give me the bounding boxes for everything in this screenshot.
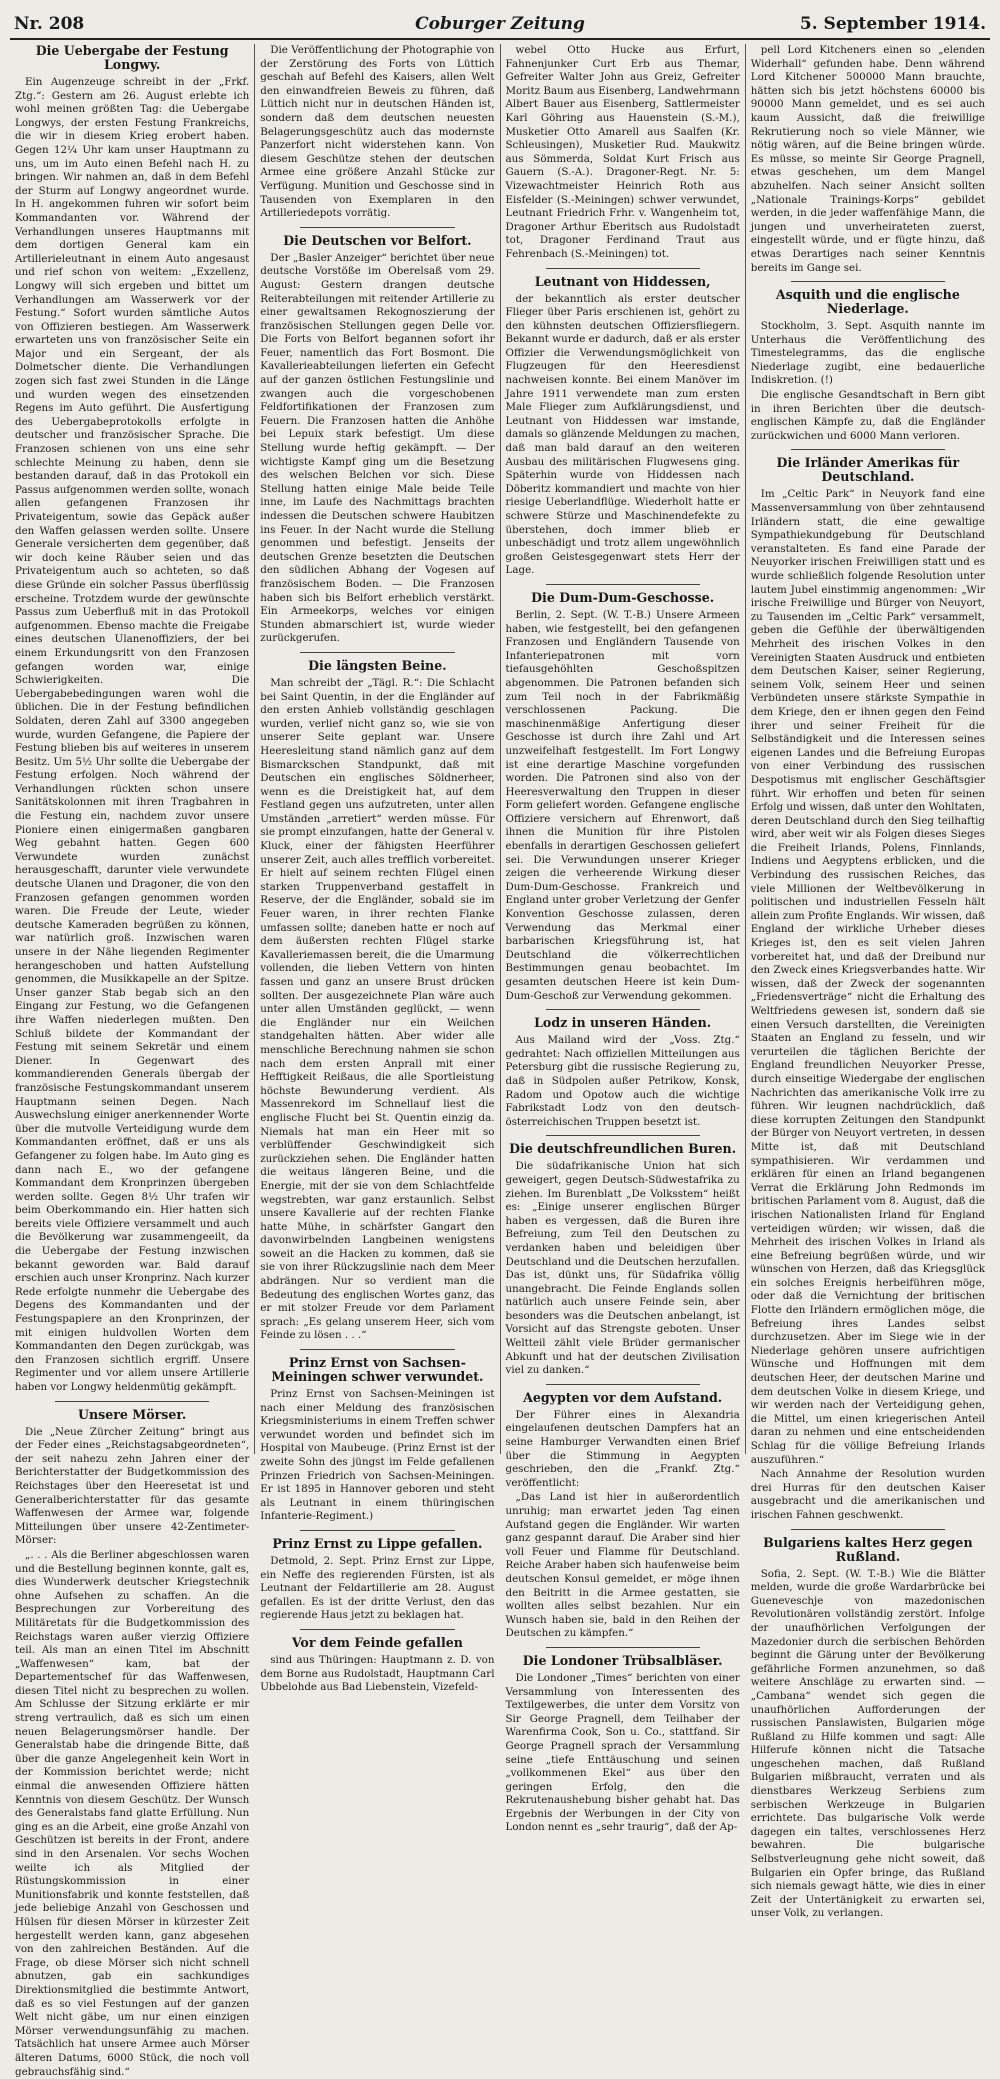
article-headline: Die Dum-Dum-Geschosse. [531, 589, 715, 605]
article-divider [546, 1384, 700, 1385]
article-headline: Die Irländer Amerikas für Deutschland. [776, 455, 960, 485]
article-headline: Die längsten Beine. [308, 657, 447, 673]
article-divider [300, 1530, 454, 1531]
article [260, 1530, 494, 1623]
article [751, 281, 985, 443]
article-divider [300, 652, 454, 653]
article [751, 44, 985, 275]
article-paragraph: Detmold, 2. Sept. Prinz Ernst zur Lippe, ein Neffe des regierenden Fürsten, ist als Leutnant der Feldartillerie am 28. August gefallen. Es ist der dritte Verlust, den das regierende Haus jetzt zu beklagen hat. [260, 1554, 495, 1622]
article-headline: Die Londoner Trübsalbläser. [522, 1652, 723, 1668]
article-paragraph: Der „Basler Anzeiger“ berichtet über neue deutsche Vorstöße im Oberelsaß vom 29. August: Gestern drangen deutsche Reiterabteilungen mit reitender Artillerie zu einer gewaltsamen Rekognoszierung der französischen Stellungen gegen Delle vor. Die Forts von Belfort begannen sofort ihr Feuer, namentlich das Fort Bosmont. Die Kavallerieabteilungen lieferten ein Gefecht auf der ganzen östlichen Festungslinie und zwangen auch die vorgeschobenen Feldfortifikationen der Franzosen zum Feuern. Die Franzosen hatten die Anhöhe bei Lepuix stark befestigt. Um diese Stellung wurde heftig gekämpft. — Der wichtigste Kampf ging um die Besetzung des welschen Belchen vor sich. Diese Stellung hatten einige Male beide Teile inne, im Laufe des Nachmittags brachten indessen die Deutschen schwere Haubitzen ins Feuer. In der Nacht wurde die Stellung genommen und befestigt. Jenseits der deutschen Grenze besetzten die Deutschen den südlichen Abhang der Vogesen auf französischem Boden. — Die Franzosen haben sich bis Belfort erheblich verstärkt. Ein Armeekorps, welches vor einigen Stunden abmarschiert ist, wurde wieder zurückgerufen. [260, 251, 495, 645]
article [506, 584, 740, 1003]
article-paragraph: sind aus Thüringen: Hauptmann z. D. von dem Borne aus Rudolstadt, Hauptmann Carl Ubbelohde aus Bad Liebenstein, Vizefeld- [260, 1653, 495, 1694]
article-headline: Unsere Mörser. [78, 1406, 187, 1422]
article [260, 227, 494, 646]
article-paragraph: Aus Mailand wird der „Voss. Ztg.“ gedrahtet: Nach offiziellen Mitteilungen aus Petersburg gibt die russische Regierung zu, daß in Südpolen außer Petrikow, Konsk, Radom und Opotow auch die wichtige Fabrikstadt Lodz von den deutsch-österreichischen Truppen besetzt ist. [505, 1034, 740, 1128]
article-paragraph: Die südafrikanische Union hat sich geweigert, gegen Deutsch-Südwestafrika zu ziehen. Im Burenblatt „De Volksstem“ heißt es: „Einige unserer englischen Bürger haben es vergessen, daß die Buren ihre Befreiung, zum Teil den Deutschen zu verdanken haben und beleidigen über Deutschland und die Deutschen herzufallen. Das ist, dünkt uns, für Südafrika völlig unangebracht. Die Feinde Englands sollen natürlich auch unsere Feinde sein, aber besonders was die Deutschen anbelangt, ist Vorsicht auf das Strengste geboten. Unser Weltteil zählt viele Brüder germanischer Abkunft und hat der deutschen Zivilisation viel zu danken.“ [505, 1160, 740, 1377]
article-divider [300, 227, 454, 228]
article-paragraph: Die Veröffentlichung der Photographie von der Zerstörung des Forts von Lüttich geschah auf Befehl des Kaisers, allen Welt den einwandfreien Beweis zu führen, daß Lüttich nicht nur in deutschen Händen ist, sondern daß dem deutschen neuesten Belagerungsgeschütz auch das modernste Panzerfort nicht widerstehen kann. Von diesem Geschütze stehen der deutschen Armee eine größere Anzahl Stücke zur Verfügung. Munition und Geschosse sind in Tausenden von Exemplaren in den Artilleriedepots vorrätig. [260, 44, 495, 220]
article-paragraph: Der Führer eines in Alexandria eingelaufenen deutschen Dampfers hat an seine Hamburger Verwandten einen Brief über die Stimmung in Aegypten geschrieben, den die „Frankf. Ztg.“ veröffentlicht: [505, 1408, 740, 1489]
article-paragraph: Ein Augenzeuge schreibt in der „Frkf. Ztg.“: Gestern am 26. August erlebte ich wohl meinen größten Tag: die Uebergabe Longwys, der ersten Festung Frankreichs, die wir in diesem Krieg erobert haben. Gegen 12¼ Uhr kam unser Hauptmann zu uns, um im Auto einen Befehl nach H. zu bringen. Wir nahmen an, daß in dem Befehl der Sturm auf Longwy angeordnet wurde. In H. angekommen fuhren wir sofort beim Kommandanten vor. Während der Verhandlungen unseres Hauptmanns mit dem dortigen General kam ein Artillerieleutnant in einem Auto angesaust und rief schon von weitem: „Exzellenz, Longwy will sich ergeben und bittet um Verhandlungen am Wasserwerk vor der Festung.“ Sofort wurden sämtliche Autos von Offizieren bestiegen. Am Wasserwerk erwarteten uns von französischer Seite ein Major und ein Sergeant, der als Dolmetscher diente. Die Verhandlungen zogen sich fast zwei Stunden in die Länge und wurden wegen des einsetzenden Regens im Auto geführt. Die Ausfertigung des Uebergabeprotokolls erfolgte in deutscher und französischer Sprache. Die Franzosen schienen von uns eine sehr schlechte Meinung zu haben, denn sie bestanden darauf, daß in das Protokoll ein Passus aufgenommen werden sollte, wonach allen gefangenen Franzosen ihr Privateigentum, sowie das Gepäck außer den Waffen gelassen werden sollte. Unsere Generale versicherten dem gegenüber, daß wir doch keine Räuber seien und das Privateigentum auch so achteten, so daß diese Gründe ein solcher Passus überflüssig erscheine. Trotzdem wurde der gewünschte Passus zum Ueberfluß mit in das Protokoll aufgenommen. Ebenso machte die Freigabe eines deutschen Ulanenoffiziers, der bei einem Erkundungsritt von den Franzosen gefangen worden war, einige Schwierigkeiten. Die Uebergabebedingungen waren wohl die üblichen. Die in der Festung befindlichen Soldaten, deren Zahl auf 3300 angegeben wurde, wurden Gefangene, die Papiere der Festung blieben bis auf weiteres in unserem Besitz. Um 5½ Uhr sollte die Uebergabe der Festung erfolgen. Noch während der Verhandlungen rückten schon unsere Sanitätskolonnen mit ihren Tragbahren in die Festung ein, nachdem zuvor unsere Pioniere einen einigermaßen gangbaren Weg gebahnt hatten. Gegen 600 Verwundete wurden zunächst herausgeschafft, darunter viele verwundete deutsche Ulanen und Dragoner, die von den Franzosen gefangen genommen worden waren. Die Freude der Leute, wieder deutsche Kameraden begrüßen zu können, war natürlich groß. Inzwischen waren unsere in der Nähe liegenden Regimenter herangeschoben und hatten Aufstellung genommen, die Musikkapelle an der Spitze. Unser ganzer Stab begab sich an den Eingang zur Festung, wo die Gefangenen ihre Waffen niederlegen mußten. Den Schluß bildete der Kommandant der Festung mit seinem Sekretär und einem Diener. In Gegenwart des kommandierenden Generals übergab der französische Festungskommandant unserem Hauptmann seinen Degen. Nach Auswechslung einiger anerkennender Worte über die mutvolle Verteidigung wurde dem Kommandanten eröffnet, daß er uns als Gefangener zu folgen habe. Im Auto ging es dann nach E., wo der gefangene Kommandant dem Kronprinzen übergeben werden sollte. Gegen 8½ Uhr trafen wir beim Oberkommando ein. Hier hatten sich bereits viele Offiziere versammelt und auch die Bevölkerung war zusammengeeilt, da die Uebergabe der Festung inzwischen bekannt geworden war. Bald darauf erschien auch unser Kronprinz. Nach kurzer Rede erfolgte nunmehr die Uebergabe des Degens des Kommandanten und der Festungspapiere an den Kronprinzen, der mit einigen huldvollen Worten dem Kommandanten den Degen zurückgab, was den Franzosen sichtlich ergriff. Unsere Regimenter und vor allem unsere Artillerie haben vor Longwy heldenmütig gekämpft. [15, 76, 250, 1393]
article [506, 1135, 740, 1378]
article-divider [300, 1349, 454, 1350]
article-paragraph: „Das Land ist hier in außerordentlich unruhig; man erwartet jeden Tag einen Aufstand gegen die Engländer. Wir warten ganz gespannt darauf. Die Araber sind hier voll Feuer und Flamme für Deutschland. Reiche Araber haben sich haufenweise beim deutschen Konsul gemeldet, er möge ihnen den Beitritt in die Armee gestatten, sie wollten alles selbst bezahlen. Nur ein Wunsch haben sie, bald in den Reihen der Deutschen zu kämpfen.“ [505, 1491, 740, 1640]
article-paragraph: Sofia, 2. Sept. (W. T.-B.) Wie die Blätter melden, wurde die große Wardarbrücke bei Gueneveschje von mazedonischen Revolutionären vollständig zerstört. Infolge der unaufhörlichen Verfolgungen der Mazedonier durch die serbischen Behörden beginnt die Gärung unter der Bevölkerung gefährliche Formen anzunehmen, so daß weitere Anschläge zu erwarten sind. — „Cambana“ wendet sich gegen die unaufhörlichen Aufforderungen der russischen Panslawisten, Bulgarien möge Rußland zu Hilfe kommen und sagt: Alle Hilferufe können nicht die Tatsache ungeschehen machen, daß Rußland Bulgarien mißbraucht, verraten und als dienstbares Werkzeug Serbiens zum serbischen Werkzeuge in Bulgarien errichtete. Das bulgarische Volk werde dagegen ein taltes, verschlossenes Herz bewahren. Die bulgarische Selbstverleugnung gehe nicht soweit, daß Bulgarien ein Opfer bringe, das Rußland sich niemals gewagt hätte, wie dies in einer Zeit der Untertänigkeit zu erwarten sei, unser Volk, zu verlangen. [750, 1567, 985, 1920]
article-divider [55, 1401, 209, 1402]
article-headline: Die Uebergabe der Festung Longwy. [35, 43, 229, 72]
article-paragraph: Berlin, 2. Sept. (W. T.-B.) Unsere Armeen haben, wie festgestellt, bei den gefangenen Franzosen und Engländern Tausende von Infanteriepatronen mit vorn tiefausgehöhlten Geschoßspitzen abgenommen. Die Patronen befanden sich zum Teil noch in der Fabrikmäßig verschlossenen Packung. Die maschinenmäßige Anfertigung dieser Geschosse ist durch ihre Zahl und Art unzweifelhaft festgestellt. Im Fort Longwy ist eine derartige Maschine vorgefunden worden. Die Patronen sind also von der Heeresverwaltung den Truppen in dieser Form geliefert worden. Gefangene englische Offiziere versichern auf Ehrenwort, daß ihnen die Munition für ihre Pistolen ebenfalls in derartigen Geschossen geliefert sei. Die Verwundungen unserer Krieger zeigen die verheerende Wirkung dieser Dum-Dum-Geschosse. Frankreich und England unter grober Verletzung der Genfer Konvention Geschosse zulassen, deren Verwendung das Merkmal einer barbarischen Kriegsführung ist, hat Deutschland die völkerrechtlichen Bestimmungen genau beobachtet. Im gesamten deutschen Heere ist kein Dum-Dum-Geschoß zur Verwendung gekommen. [505, 608, 740, 1002]
article-paragraph: Die „Neue Zürcher Zeitung“ bringt aus der Feder eines „Reichstagsabgeordneten“, der seit nahezu zehn Jahren einer der Berichterstatter der Budgetkommission des Reichstages über den Heeresetat ist und Generalberichterstatter für das gesamte Waffenwesen der Armee war, folgende Mitteilungen über unsere 42-Zentimeter-Mörser: [15, 1425, 250, 1547]
article-divider [791, 1529, 945, 1530]
article [260, 1629, 494, 1695]
article-paragraph: Man schreibt der „Tägl. R.“: Die Schlacht bei Saint Quentin, in der die Engländer auf den ersten Anhieb vollständig geschlagen wurden, verlief nicht ganz so, wie sie von unserer Seite geplant war. Unsere Heeresleitung stand nämlich ganz auf dem Bismarckschen Standpunkt, daß mit Deutschen ein englisches Söldnerheer, wenn es die Dreistigkeit hat, auf dem Festland gegen uns aufzutreten, unter allen Umständen „arretiert“ werden müsse. Für sie prompt einzufangen, hatte der General v. Kluck, einer der fähigsten Heerführer unserer Zeit, auch alles trefflich vorbereitet. Er hielt auf seinem rechten Flügel einen starken Truppenverband gestaffelt in Reserve, der die Engländer, sobald sie im Feuer waren, in ihrer rechten Flanke umfassen sollte; daneben hatte er noch auf dem äußersten rechten Flügel starke Kavalleriemassen bereit, die die Umarmung vollenden, die lieben Vettern von hinten fassen und ganz an unsere Brust drücken sollten. Der ausgezeichnete Plan wäre auch unter allen Umständen geglückt, — wenn die Engländer nur ein Weilchen standgehalten hätten. Aber wider alle menschliche Berechnung nahmen sie schon nach dem ersten Anprall mit einer Hefftigkeit Reißaus, die alle Sportleistung höchste Bewunderung verdient. Als Massenrekord im Schnellauf liest die englische Flucht bei St. Quentin einzig da. Niemals hat man ein Heer mit so verblüffender Geschwindigkeit sich zurückziehen sehen. Die Engländer hatten die weitaus längeren Beine, und die Energie, mit der sie von dem Schlachtfelde wegstrebten, war ganz erstaunlich. Selbst unsere Kavallerie auf der rechten Flanke hatte Mühe, in schärfster Gangart den davonwirbelnden Langbeinen wenigstens soweit an die Hacken zu kommen, daß sie sie von ihrer Rückzugslinie nach dem Meer abdrängen. Nur so verdient man die Bedeutung des englischen Wortes ganz, das er mit stolzer Freude vor dem Parlament sprach: „Es gelang unserem Heer, sich vom Feinde zu lösen . . .“ [260, 676, 495, 1342]
article-headline: Die deutschfreundlichen Buren. [509, 1141, 737, 1157]
article-paragraph: Nach Annahme der Resolution wurden drei Hurras für den deutschen Kaiser ausgebracht und die amerikanischen und irischen Fahnen geschwenkt. [750, 1468, 985, 1521]
article-divider [791, 281, 945, 282]
article [15, 44, 249, 1395]
article-paragraph: Prinz Ernst von Sachsen-Meiningen ist nach einer Meldung des französischen Kriegsministeriums in einem Treffen schwer verwundet worden und befindet sich im Hospital von Maubeuge. (Prinz Ernst ist der zweite Sohn des jüngst im Felde gefallenen Prinzen Friedrich von Sachsen-Meiningen. Er ist 1895 in Hannover geboren und steht als Leutnant in einem thüringischen Infanterie-Regiment.) [260, 1388, 495, 1523]
article-headline: Bulgariens kaltes Herz gegen Rußland. [763, 1534, 973, 1564]
article [751, 449, 985, 1522]
article-divider [546, 268, 700, 269]
article-paragraph: Die englische Gesandtschaft in Bern gibt in ihren Berichten über die deutsch-englischen Kämpfe zu, daß die Engländer zurückwichen und 6000 Mann verloren. [750, 389, 985, 442]
article-paragraph: webel Otto Hucke aus Erfurt, Fahnenjunker Curt Erb aus Themar, Gefreiter Walter John aus Greiz, Gefreiter Moritz Baum aus Eisenberg, Landwehrmann Albert Bauer aus Eisenberg, Sattlermeister Karl Göhring aus Hauenstein (S.-M.), Musketier Otto Amarell aus Saalfen (Kr. Schleusingen), Musketier Rud. Maukwitz aus Sömmerda, Soldat Kurt Frisch aus Gauern (S.-A.). Dragoner-Regt. Nr. 5: Vizewachtmeister Heinrich Roth aus Eisfelder (S.-Meiningen) schwer verwundet, Leutnant Friedrich Frhr. v. Wangenheim tot, Dragoner Arthur Eberitsch aus Rudolstadt tot, Dragoner Ferdinand Traut aus Fehrenbach (S.-Meiningen) tot. [505, 44, 740, 260]
article-headline: Asquith und die englische Niederlage. [775, 287, 960, 317]
article [506, 1384, 740, 1641]
article-headline: Vor dem Feinde gefallen [291, 1634, 463, 1650]
article-divider [546, 1647, 700, 1648]
article-paragraph: pell Lord Kitcheners einen so „elenden Widerhall“ gefunden habe. Denn während Lord Kitchener 500000 Mann brauchte, hätten sich bis jetzt höchstens 60000 bis 90000 Mann gemeldet, und es sei auch kaum Aussicht, daß die freiwillige Rekrutierung noch so viele Männer, wie nötig wären, auf die Beine bringen würde. Es müsse, so meinte Sir George Pragnell, etwas geschehen, um dem Mangel abzuhelfen. Nach seiner Ansicht sollten „Nationale Trainings-Korps“ gebildet werden, in die jeder waffenfähige Mann, die jungen und unverheirateten zuerst, eingestellt würde, und er fügte hinzu, daß etwas Derartiges nach seiner Kenntnis bereits im Gange sei. [750, 44, 985, 274]
article-divider [546, 1135, 700, 1136]
article-divider [546, 584, 700, 585]
column-3 [501, 44, 746, 1834]
column-2 [255, 44, 500, 1694]
issue-number: Nr. 208 [14, 14, 85, 34]
column-4 [746, 44, 990, 1920]
article [260, 652, 494, 1343]
issue-date: 5. September 1914. [799, 14, 986, 34]
article-paragraph: Stockholm, 3. Sept. Asquith nannte im Unterhaus die Veröffentlichung des Timestelegramms, das die englische Niederlage zugibt, eine bedauerliche Indiskretion. (!) [750, 320, 985, 387]
article [751, 1529, 985, 1921]
column-1 [10, 43, 255, 2078]
article-headline: Die Deutschen vor Belfort. [283, 232, 472, 248]
newspaper-title: Coburger Zeitung [415, 14, 585, 34]
article [260, 1349, 494, 1524]
article-columns [10, 43, 990, 2078]
article-paragraph: Im „Celtic Park“ in Neuyork fand eine Massenversammlung von über zehntausend Irländern statt, die eine gewaltige Sympathiekundgebung für Deutschland veranstalteten. Es fand eine Parade der Neuyorker irischen Freiwilligen statt und es wurde schließlich folgende Resolution unter lautem Jubel einstimmig angenommen: „Wir irische Freiwillige und Bürger von Neuyort, zu Tausenden im „Celtic Park“ versammelt, geben die Gefühle der überwältigenden Mehrheit des irischen Volkes in den Vereinigten Staaten Ausdruck und entbieten dem Deutschen Kaiser, seiner Regierung, seinem Volk, seinem Heer und seinen Verbündeten unsere stärkste Sympathie in dem Kriege, den er ihnen gegen den Feind ihrer und seiner Freiheit für die Selbständigkeit und die Interessen seines eigenen Landes und die Befreiung Europas von einer Verbindung des russischen Despotismus mit englischer Geschäftsgier führt. Wir erhoffen und beten für seinen Erfolg und wissen, daß unter den Wohltaten, deren Deutschland durch den Sieg teilhaftig wird, aber weit wir als Folgen dieses Sieges die Freiheit Irlands, Polens, Finnlands, Indiens und Aegyptens erblicken, und die Verbindung des russischen Reiches, das viele Millionen der Weltbevölkerung in politischen und industriellen Fesseln hält allein zum Profite Englands. Wir wissen, daß England der wirkliche Urheber dieses Krieges ist, den es seit vielen Jahren vorbereitet hat, und daß der Dreibund nur den Zweck eines Kriegsverbandes hatte. Wir wissen, daß der Zweck der sogenannten „Friedensverträge“ nicht die Erhaltung des Weltfriedens gewesen ist, sondern daß sie einen Versuch darstellten, die Vereinigten Staaten an England zu fesseln, und wir verurteilen die täglichen Berichte der England freundlichen Neuyorker Presse, durch einseitige Wiedergabe der englischen Nachrichten das amerikanische Volk irre zu führen. Wir leugnen nachdrücklich, daß diese korrupten Zeitungen den Standpunkt der Bürger von Neuyort vertreten, in dessen Mitte ist, daß mit Deutschland sympathisieren. Wir verdammen und erklären für einen an Irland begangenen Verrat die Erklärung John Redmonds im britischen Parlament vom 8. August, daß die irischen Nationalisten Irland für England verteidigen würden; wir wissen, daß die Mehrheit des irischen Volkes in Irland als eine Befreiung begrüßen würde, und wir wünschen von Herzen, daß das Kriegsglück ein solches Ereignis herbeiführen möge, oder daß die Vernichtung der britischen Flotte den Irländern ermöglichen möge, die Befreiung ihres Landes selbst durchzusetzen. Aber im Siege wie in der Niederlage gehören unsere aufrichtigen Wünsche und Hoffnungen mit dem deutschen Heer, der deutschen Marine und dem deutschen Volke in diesem Kriege, und wir werden nach der Verteidigung gehen, die Mittel, um einen kriegerischen Anteil daran zu nehmen und eine entscheidenden Schlag für die völlige Befreiung Irlands auszuführen.“ [750, 488, 986, 1466]
article-paragraph: „. . . Als die Berliner abgeschlossen waren und die Bestellung beginnen konnte, galt es, dies Wunderwerk deutscher Kriegstechnik ohne Aufsehen zu schaffen. An die Besprechungen zur Vorbereitung des Militäretats für die Budgetkommission des Reichstags waren außer vierzig Offiziere teil. Als man an einen Titel im Abschnitt „Waffenwesen“ kam, bat der Departementschef für das Waffenwesen, diesen Titel nicht zu besprechen zu wollen. Am Schlusse der Sitzung erklärte er mir streng vertraulich, daß es sich um einen neuen Belagerungsmörser handle. Der Generalstab habe die dringende Bitte, daß über die ganze Angelegenheit kein Wort in der Kommission berichtet werde; nicht einmal die anwesenden Offiziere hätten Kenntnis von diesem Geschütz. Der Wunsch des Generalstabs fand glatte Erfüllung. Nun ging es an die Arbeit, eine große Anzahl von Geschützen ist bereits in der Front, andere sind in den Arsenalen. Vor sechs Wochen weilte ich als Mitglied der Rüstungskommission in einer Munitionsfabrik und konnte feststellen, daß jede beliebige Anzahl von Geschossen und Hülsen für diesen Mörser in kürzester Zeit hergestellt werden kann, ganz abgesehen von den zahlreichen Beständen. Auf die Frage, ob diese Mörser sich nicht schnell abnutzen, gab ein sachkundiges Direktionsmitglied die bestimmte Antwort, daß es so viel Festungen auf der ganzen Welt nicht gäbe, um nur einen einzigen Mörser verwendungsunfähig zu machen. Tatsächlich hat unsere Armee auch Mörser älteren Datums, 6000 Stück, die noch voll gebrauchsfähig sind.“ [15, 1548, 250, 2078]
masthead [10, 14, 990, 40]
article-headline: Leutnant von Hiddessen, [534, 273, 711, 289]
article-paragraph: der bekanntlich als erster deutscher Flieger über Paris erschienen ist, gehört zu den kühnsten deutschen Offiziersfliegern. Bekannt wurde er dadurch, daß er als erster Offizier die Verwendungsmöglichkeit von Flugzeugen für den Heeresdienst nachweisen konnte. Bei einem Manöver im Jahre 1911 verwendete man zum ersten Male Flieger zum Aufklärungsdienst, und Leutnant von Hiddessen war imstande, damals so glänzende Meldungen zu machen, daß man bald darauf an den weiteren Ausbau des militärischen Flugwesens ging. Späterhin wurde von Hiddessen nach Döberitz kommandiert und machte von hier riesige Ueberlandflüge. Wiederholt hatte er schwere Stürze und Maschinendefekte zu überstehen, doch immer blieb er unbeschädigt und trotz allem ungewöhnlich großen Geistesgegenwart stets Herr der Lage. [505, 292, 740, 577]
article [506, 44, 740, 262]
article-divider [300, 1629, 454, 1630]
article-headline: Lodz in unseren Händen. [534, 1015, 712, 1031]
article [15, 1401, 249, 2079]
article [260, 44, 494, 221]
article [506, 1009, 740, 1129]
article-divider [546, 1009, 700, 1010]
article-paragraph: Die Londoner „Times“ berichten von einer Versammlung von Interessenten des Textilgewerbes, die unter dem Vorsitz von Sir George Pragnell, dem Teilhaber der Warenfirma Cook, Son u. Co., stattfand. Sir George Pragnell sprach der Versammlung seine „tiefe Enttäuschung und seinen „vollkommenen Ekel“ aus über den geringen Erfolg, den die Rekrutenaushebung bisher gehabt hat. Das Ergebnis der Werbungen in der City von London nennt es „sehr traurig“, daß der Ap- [505, 1671, 740, 1834]
article-headline: Aegypten vor dem Aufstand. [523, 1389, 723, 1405]
article [506, 268, 740, 578]
article-headline: Prinz Ernst von Sachsen-Meiningen schwer verwundet. [271, 1355, 484, 1385]
article [506, 1647, 740, 1835]
article-headline: Prinz Ernst zu Lippe gefallen. [272, 1535, 483, 1551]
article-divider [791, 449, 945, 450]
